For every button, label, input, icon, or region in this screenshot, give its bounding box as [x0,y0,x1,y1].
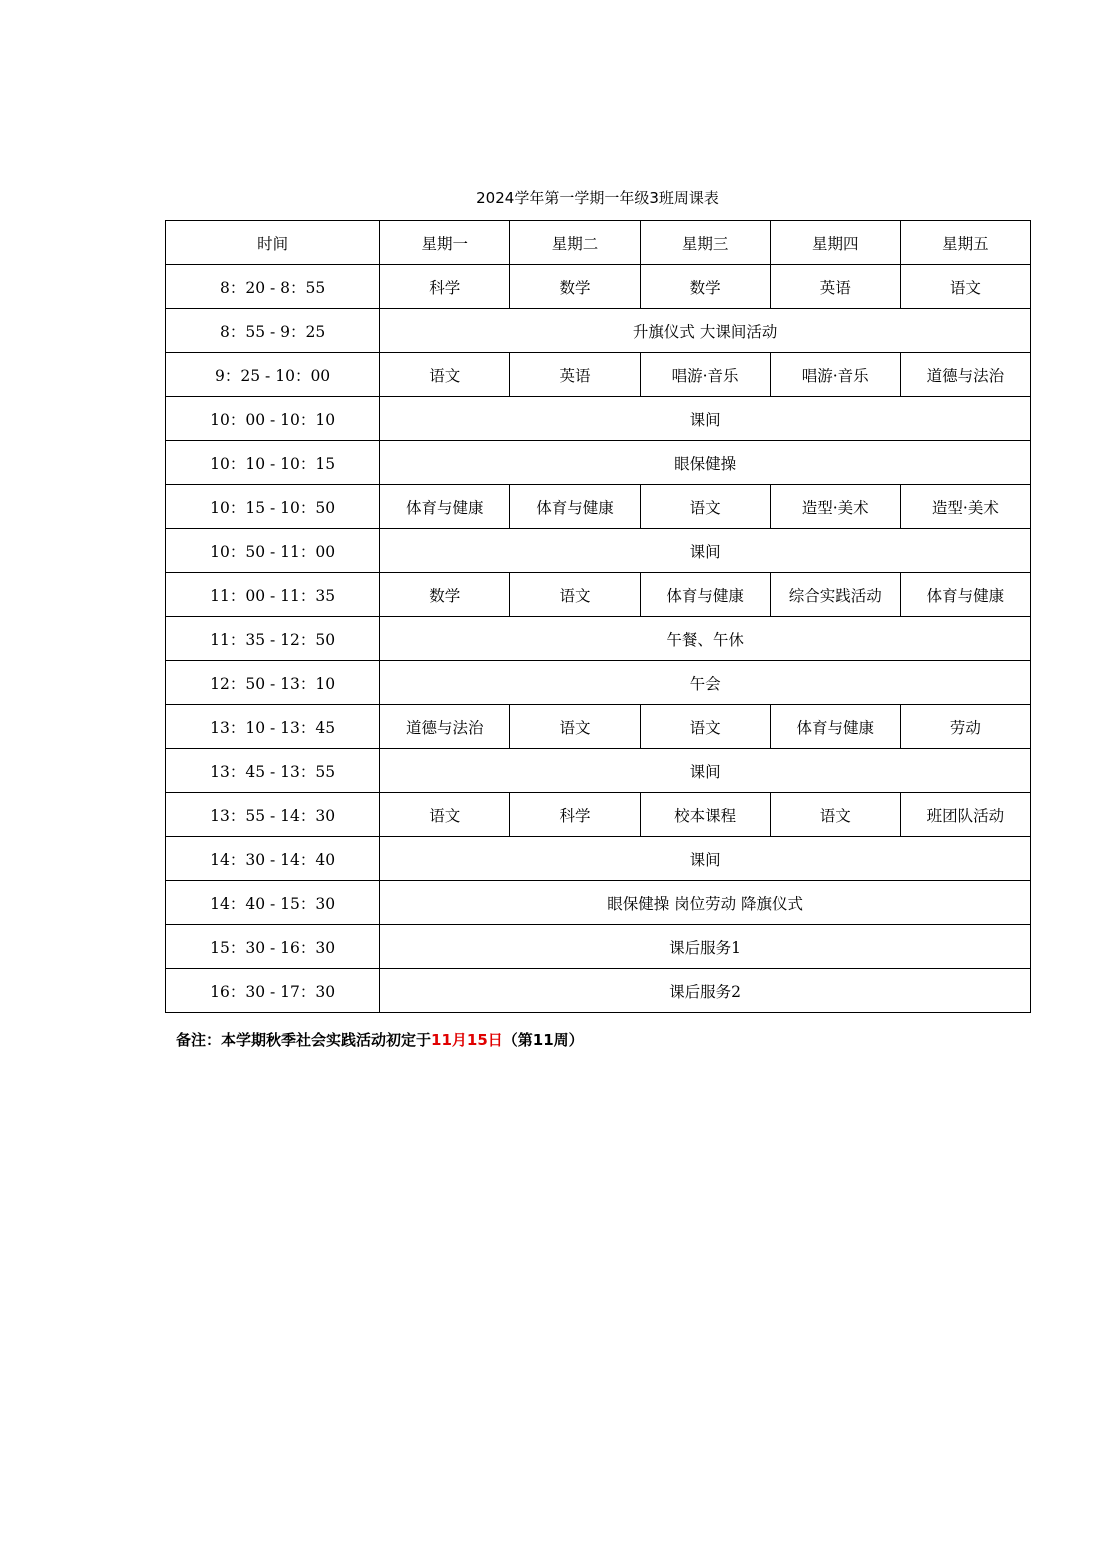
subject-cell: 造型·美术 [770,485,900,529]
subject-cell: 体育与健康 [510,485,640,529]
remark-suffix: （第11周） [502,1031,584,1049]
activity-cell: 眼保健操 [380,441,1031,485]
time-cell: 13：10 - 13：45 [166,705,380,749]
time-cell: 10：15 - 10：50 [166,485,380,529]
table-row [166,441,1031,485]
time-cell: 16：30 - 17：30 [166,969,380,1013]
time-cell: 11：00 - 11：35 [166,573,380,617]
table-row [166,617,1031,661]
subject-cell: 数学 [510,265,640,309]
header-friday: 星期五 [900,221,1030,265]
time-cell: 8：55 - 9：25 [166,309,380,353]
subject-cell: 道德与法治 [380,705,510,749]
subject-cell: 数学 [380,573,510,617]
table-row [166,837,1031,881]
subject-cell: 语文 [640,705,770,749]
subject-cell: 综合实践活动 [770,573,900,617]
time-cell: 11：35 - 12：50 [166,617,380,661]
time-cell: 15：30 - 16：30 [166,925,380,969]
table-row [166,397,1031,441]
activity-cell: 眼保健操 岗位劳动 降旗仪式 [380,881,1031,925]
table-row [166,265,1031,309]
activity-cell: 课间 [380,529,1031,573]
header-wednesday: 星期三 [640,221,770,265]
activity-cell: 课后服务2 [380,969,1031,1013]
header-thursday: 星期四 [770,221,900,265]
subject-cell: 语文 [380,353,510,397]
remark-note [176,1028,584,1052]
remark-date: 11月15日 [431,1031,503,1049]
timetable [165,220,1031,1013]
subject-cell: 校本课程 [640,793,770,837]
subject-cell: 语文 [770,793,900,837]
time-cell: 10：00 - 10：10 [166,397,380,441]
subject-cell: 英语 [770,265,900,309]
activity-cell: 课间 [380,397,1031,441]
timetable-body [166,265,1031,1013]
subject-cell: 语文 [510,705,640,749]
activity-cell: 课间 [380,837,1031,881]
subject-cell: 道德与法治 [900,353,1030,397]
time-cell: 14：30 - 14：40 [166,837,380,881]
table-row [166,529,1031,573]
activity-cell: 课间 [380,749,1031,793]
subject-cell: 唱游·音乐 [640,353,770,397]
table-row [166,793,1031,837]
subject-cell: 数学 [640,265,770,309]
table-row [166,881,1031,925]
subject-cell: 唱游·音乐 [770,353,900,397]
table-row [166,749,1031,793]
subject-cell: 语文 [380,793,510,837]
table-row [166,573,1031,617]
subject-cell: 体育与健康 [380,485,510,529]
subject-cell: 体育与健康 [900,573,1030,617]
subject-cell: 语文 [640,485,770,529]
activity-cell: 升旗仪式 大课间活动 [380,309,1031,353]
time-cell: 13：55 - 14：30 [166,793,380,837]
header-time: 时间 [166,221,380,265]
table-row [166,309,1031,353]
time-cell: 14：40 - 15：30 [166,881,380,925]
activity-cell: 课后服务1 [380,925,1031,969]
subject-cell: 班团队活动 [900,793,1030,837]
header-tuesday: 星期二 [510,221,640,265]
time-cell: 8：20 - 8：55 [166,265,380,309]
subject-cell: 体育与健康 [770,705,900,749]
table-row [166,969,1031,1013]
time-cell: 10：10 - 10：15 [166,441,380,485]
subject-cell: 英语 [510,353,640,397]
time-cell: 12：50 - 13：10 [166,661,380,705]
subject-cell: 语文 [510,573,640,617]
header-row [166,221,1031,265]
time-cell: 9：25 - 10：00 [166,353,380,397]
activity-cell: 午餐、午休 [380,617,1031,661]
subject-cell: 语文 [900,265,1030,309]
time-cell: 13：45 - 13：55 [166,749,380,793]
document-title: 2024学年第一学期一年级3班周课表 [476,189,719,207]
subject-cell: 科学 [510,793,640,837]
subject-cell: 劳动 [900,705,1030,749]
header-monday: 星期一 [380,221,510,265]
table-row [166,661,1031,705]
time-cell: 10：50 - 11：00 [166,529,380,573]
table-row [166,353,1031,397]
activity-cell: 午会 [380,661,1031,705]
table-row [166,705,1031,749]
remark-prefix: 备注：本学期秋季社会实践活动初定于 [176,1031,432,1049]
table-row [166,485,1031,529]
subject-cell: 科学 [380,265,510,309]
table-row [166,925,1031,969]
subject-cell: 造型·美术 [900,485,1030,529]
subject-cell: 体育与健康 [640,573,770,617]
